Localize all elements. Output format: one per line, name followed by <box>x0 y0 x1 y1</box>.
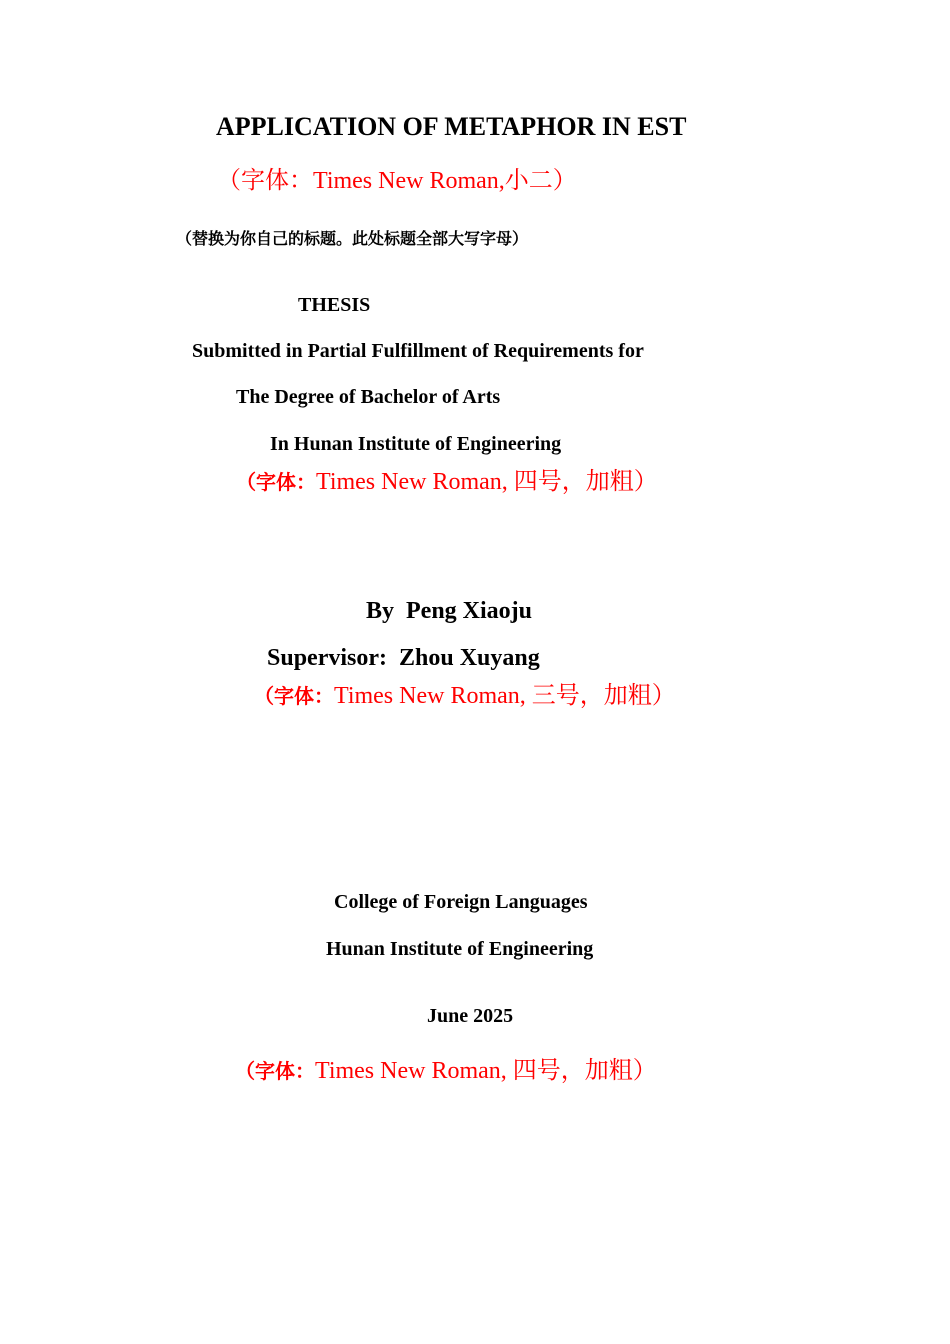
submission-statement: Submitted in Partial Fulfillment of Requirements for <box>192 340 644 362</box>
submission-date: June 2025 <box>427 1005 514 1027</box>
footer-font-note-body: Times New Roman, 四号，加粗） <box>315 1058 657 1084</box>
institution-statement: In Hunan Institute of Engineering <box>270 433 562 455</box>
thesis-font-note-body: Times New Roman, 四号，加粗） <box>316 469 658 495</box>
thesis-font-note-prefix: （字体： <box>236 470 316 494</box>
supervisor-line: Supervisor: Zhou Xuyang <box>267 645 540 671</box>
author-line: By Peng Xiaoju <box>366 598 533 624</box>
title-instruction: （替换为你自己的标题。此处标题全部大写字母） <box>176 229 529 248</box>
thesis-font-note <box>236 470 658 494</box>
author-font-note <box>254 684 676 708</box>
thesis-label: THESIS <box>298 294 371 316</box>
author-font-note-prefix: （字体： <box>254 684 334 708</box>
college-name: College of Foreign Languages <box>334 891 588 913</box>
footer-font-note <box>235 1059 657 1083</box>
title-font-note: （字体：Times New Roman,小二） <box>217 168 577 194</box>
footer-font-note-prefix: （字体： <box>235 1059 315 1083</box>
institute-name: Hunan Institute of Engineering <box>326 938 594 960</box>
author-font-note-body: Times New Roman, 三号，加粗） <box>334 683 676 709</box>
degree-statement: The Degree of Bachelor of Arts <box>236 386 501 408</box>
thesis-title: APPLICATION OF METAPHOR IN EST <box>216 112 687 141</box>
